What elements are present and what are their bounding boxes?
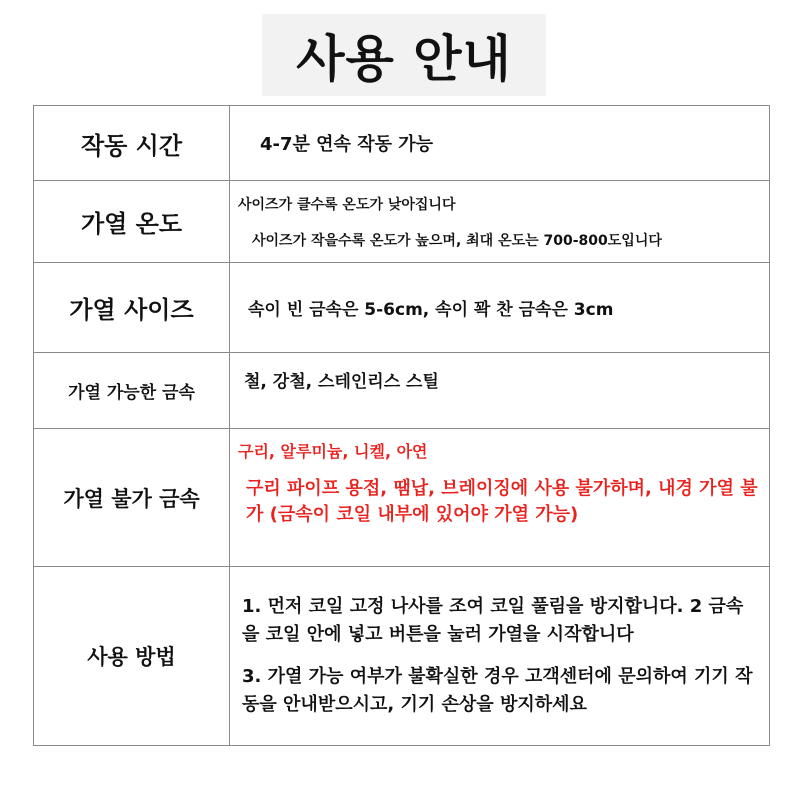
table-row <box>34 106 770 181</box>
row-value-heating-temp: 사이즈가 클수록 온도가 낮아집니다 사이즈가 작을수록 온도가 높으며, 최대 온도는 700-800도입니다 <box>230 181 770 263</box>
table-row <box>34 181 770 263</box>
row-value-operation-time: 4-7분 연속 작동 가능 <box>230 106 770 181</box>
usage-guide-table <box>33 105 770 746</box>
row-label-heatable-metals: 가열 가능한 금속 <box>34 353 230 429</box>
row-value-heating-size: 속이 빈 금속은 5-6cm, 속이 꽉 찬 금속은 3cm <box>230 263 770 353</box>
row-label-how-to-use: 사용 방법 <box>34 567 230 746</box>
table-row <box>34 263 770 353</box>
row-label-heating-temp: 가열 온도 <box>34 181 230 263</box>
page-title: 사용 안내 <box>296 30 512 88</box>
table-row <box>34 567 770 746</box>
row-value-non-heatable-metals: 구리, 알루미늄, 니켈, 아연 구리 파이프 용접, 땜납, 브레이징에 사용 불가하며, 내경 가열 불가 (금속이 코일 내부에 있어야 가열 가능) <box>230 429 770 567</box>
row-value-how-to-use: 1. 먼저 코일 고정 나사를 조여 코일 풀림을 방지합니다. 2 금속을 코일 안에 넣고 버튼을 눌러 가열을 시작합니다 3. 가열 가능 여부가 불확실한 경우 고객센터에 문의하여 기기 작동을 안내받으시고, 기기 손상을 방지하세요 <box>230 567 770 746</box>
row-label-heating-size: 가열 사이즈 <box>34 263 230 353</box>
table-row <box>34 353 770 429</box>
table-row <box>34 429 770 567</box>
row-label-operation-time: 작동 시간 <box>34 106 230 181</box>
title-banner <box>262 14 546 96</box>
row-label-non-heatable-metals: 가열 불가 금속 <box>34 429 230 567</box>
row-value-heatable-metals: 철, 강철, 스테인리스 스틸 <box>230 353 770 429</box>
